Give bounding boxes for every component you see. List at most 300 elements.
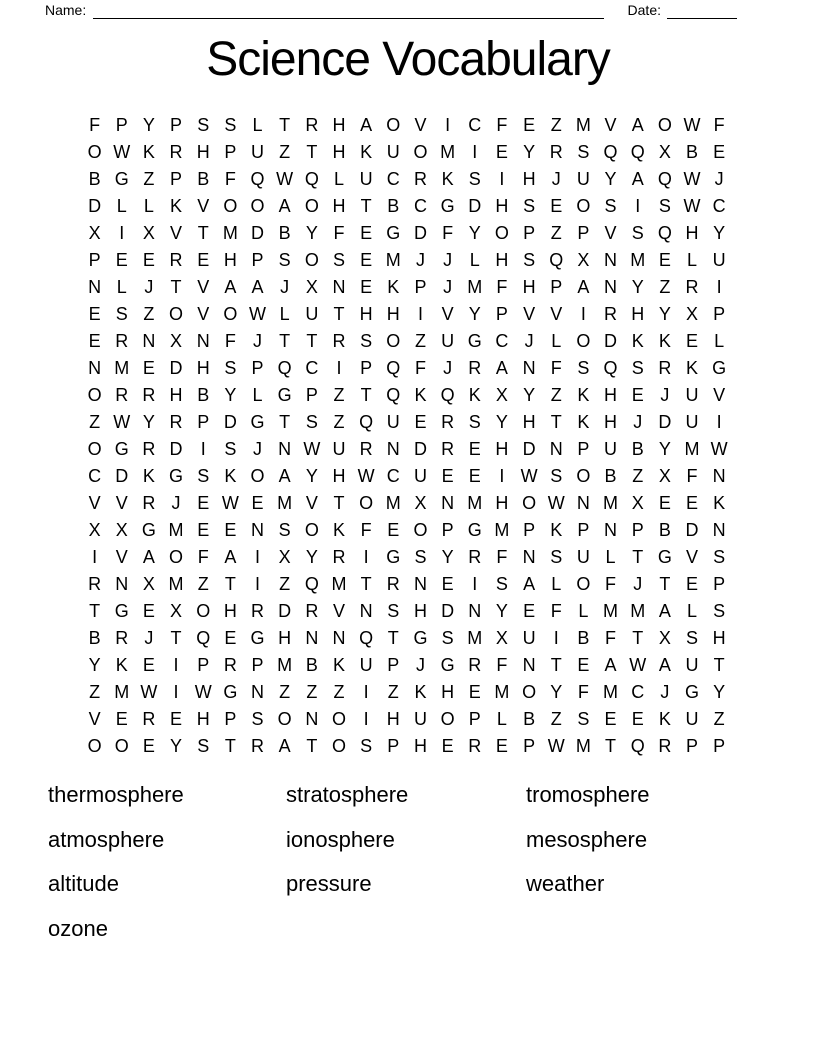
grid-cell: E [713,141,726,162]
grid-cell: J [443,249,453,270]
grid-cell: S [197,735,210,756]
grid-cell: H [604,384,618,405]
grid-cell: O [413,141,428,162]
grid-cell: M [467,276,483,297]
grid-cell: S [658,195,671,216]
grid-cell: U [251,141,265,162]
grid-cell: Z [279,141,291,162]
grid-cell: J [144,276,154,297]
grid-cell: B [88,168,101,189]
grid-cell: Q [657,168,672,189]
grid-cell: R [169,411,183,432]
grid-cell: H [332,114,346,135]
grid-cell: I [716,411,722,432]
grid-cell: Y [550,681,563,702]
grid-cell: Q [196,627,211,648]
grid-cell: R [305,114,319,135]
grid-cell: S [550,546,563,567]
grid-cell: Q [603,141,618,162]
grid-cell: N [332,276,346,297]
grid-cell: I [553,627,559,648]
grid-cell: U [413,465,427,486]
grid-cell: N [549,438,563,459]
grid-cell: J [660,681,670,702]
grid-cell: H [413,735,427,756]
grid-cell: Y [305,465,318,486]
grid-cell: Y [658,303,671,324]
grid-cell: S [577,141,590,162]
grid-cell: E [468,681,481,702]
grid-cell: P [387,654,400,675]
grid-cell: S [278,249,291,270]
grid-cell: J [660,384,670,405]
grid-cell: P [495,303,508,324]
grid-cell: K [441,168,454,189]
grid-cell: R [142,708,156,729]
grid-cell: Z [414,330,426,351]
grid-cell: R [685,276,699,297]
grid-cell: A [523,573,536,594]
grid-cell: O [440,708,455,729]
grid-cell: J [443,357,453,378]
grid-cell: U [576,168,590,189]
grid-cell: Z [550,114,562,135]
grid-cell: X [88,222,101,243]
word-item: tromosphere [526,782,650,808]
grid-cell: G [114,600,129,621]
grid-cell: F [442,222,454,243]
grid-cell: B [197,168,210,189]
grid-cell: M [494,681,510,702]
grid-cell: J [524,330,534,351]
grid-cell: Z [89,411,101,432]
grid-cell: K [658,330,671,351]
grid-cell: M [494,519,510,540]
grid-cell: K [115,654,128,675]
grid-cell: S [577,708,590,729]
grid-cell: O [386,330,401,351]
grid-cell: M [440,141,456,162]
grid-cell: D [441,600,455,621]
grid-cell: X [142,222,155,243]
grid-cell: Z [550,384,562,405]
grid-cell: V [115,546,128,567]
grid-cell: T [333,492,345,513]
grid-cell: R [142,492,156,513]
grid-cell: O [87,438,102,459]
grid-cell: M [630,249,646,270]
grid-cell: X [115,519,128,540]
grid-cell: G [467,330,482,351]
grid-cell: O [304,195,319,216]
grid-cell: U [359,168,373,189]
grid-cell: E [88,303,101,324]
grid-cell: R [413,168,427,189]
grid-cell: C [305,357,319,378]
grid-cell: U [712,249,726,270]
grid-cell: T [306,330,318,351]
grid-cell: P [224,708,237,729]
grid-cell: E [224,519,237,540]
grid-cell: O [576,330,591,351]
word-list-column [526,773,650,907]
grid-cell: M [575,114,591,135]
grid-cell: I [363,546,369,567]
grid-cell: W [249,303,267,324]
grid-cell: H [631,303,645,324]
grid-cell: Q [359,411,374,432]
grid-cell: M [684,438,700,459]
grid-cell: O [87,735,102,756]
name-underline [93,4,603,19]
grid-cell: T [360,384,372,405]
grid-cell: W [520,465,538,486]
grid-cell: O [576,573,591,594]
grid-cell: T [170,276,182,297]
grid-cell: T [279,411,291,432]
grid-cell: A [278,465,291,486]
grid-cell: F [197,546,209,567]
grid-cell: S [604,195,617,216]
grid-cell: Q [386,357,401,378]
grid-cell: N [305,627,319,648]
grid-cell: Z [143,303,155,324]
grid-cell: G [141,519,156,540]
grid-cell: X [658,465,671,486]
grid-cell: R [658,357,672,378]
grid-cell: Y [441,546,454,567]
grid-cell: E [468,465,481,486]
grid-cell: I [119,222,125,243]
grid-cell: X [305,276,318,297]
grid-cell: M [575,735,591,756]
grid-cell: A [251,276,264,297]
grid-cell: M [168,519,184,540]
grid-cell: X [658,141,671,162]
grid-cell: F [414,357,426,378]
grid-cell: M [603,492,619,513]
grid-cell: H [495,195,509,216]
grid-cell: G [114,438,129,459]
grid-cell: P [686,735,699,756]
grid-cell: F [89,114,101,135]
grid-cell: H [386,303,400,324]
grid-cell: T [170,627,182,648]
grid-cell: U [441,330,455,351]
grid-cell: V [441,303,454,324]
grid-cell: D [685,519,699,540]
grid-cell: E [441,735,454,756]
grid-cell: B [604,465,617,486]
grid-cell: N [332,627,346,648]
grid-cell: P [251,654,264,675]
grid-cell: T [306,735,318,756]
grid-cell: R [223,654,237,675]
grid-cell: H [332,195,346,216]
grid-cell: M [114,357,130,378]
grid-cell: O [494,222,509,243]
grid-cell: V [604,222,617,243]
grid-cell: A [278,735,291,756]
grid-cell: E [251,492,264,513]
grid-cell: J [633,573,643,594]
grid-cell: I [255,546,261,567]
grid-cell: N [468,600,482,621]
grid-cell: F [577,681,589,702]
grid-cell: Q [440,384,455,405]
grid-cell: N [712,465,726,486]
grid-cell: H [685,222,699,243]
grid-cell: M [277,492,293,513]
grid-cell: Q [603,357,618,378]
grid-cell: N [604,249,618,270]
grid-cell: I [580,303,586,324]
grid-cell: T [550,654,562,675]
word-item: altitude [48,871,119,897]
grid-cell: L [551,573,562,594]
grid-cell: O [277,708,292,729]
grid-cell: Q [304,573,319,594]
grid-cell: V [88,492,101,513]
grid-cell: I [173,681,179,702]
grid-cell: E [631,384,644,405]
grid-cell: H [332,141,346,162]
grid-cell: J [280,276,290,297]
grid-cell: B [631,438,644,459]
grid-cell: H [522,411,536,432]
grid-cell: R [251,600,265,621]
grid-cell: L [687,249,698,270]
grid-cell: U [685,708,699,729]
word-item: thermosphere [48,782,184,808]
grid-cell: I [472,141,478,162]
grid-cell: A [224,546,237,567]
grid-cell: W [113,411,131,432]
grid-cell: W [357,465,375,486]
grid-cell: D [413,438,427,459]
grid-cell: G [250,627,265,648]
grid-cell: Z [713,708,725,729]
grid-cell: E [414,411,427,432]
grid-cell: Q [304,168,319,189]
grid-cell: O [196,600,211,621]
grid-cell: N [522,546,536,567]
grid-cell: P [523,735,536,756]
grid-cell: U [386,411,400,432]
grid-cell: S [332,249,345,270]
grid-cell: E [686,492,699,513]
grid-cell: E [468,438,481,459]
grid-cell: I [173,654,179,675]
grid-cell: E [142,249,155,270]
grid-cell: F [550,357,562,378]
grid-cell: B [658,519,671,540]
grid-cell: D [413,222,427,243]
grid-cell: V [686,546,699,567]
word-item: pressure [286,871,372,897]
grid-cell: K [414,384,427,405]
grid-cell: M [603,681,619,702]
grid-cell: T [387,627,399,648]
grid-cell: G [685,681,700,702]
grid-cell: V [550,303,563,324]
grid-cell: G [250,411,265,432]
grid-cell: L [252,384,263,405]
grid-cell: S [224,438,237,459]
grid-cell: W [113,141,131,162]
grid-cell: N [88,276,102,297]
grid-cell: Y [305,546,318,567]
grid-cell: R [441,438,455,459]
grid-cell: S [360,735,373,756]
grid-cell: I [92,546,98,567]
grid-cell: S [305,411,318,432]
grid-cell: K [142,141,155,162]
word-list [48,773,650,951]
grid-cell: M [222,222,238,243]
grid-cell: G [413,627,428,648]
date-underline [667,4,737,19]
grid-cell: S [686,627,699,648]
grid-cell: R [115,384,129,405]
grid-cell: O [223,195,238,216]
grid-cell: C [413,195,427,216]
grid-cell: Z [550,222,562,243]
grid-cell: K [550,519,563,540]
grid-cell: W [303,438,321,459]
grid-cell: W [547,492,565,513]
grid-cell: X [631,492,644,513]
grid-cell: U [386,141,400,162]
grid-cell: T [89,600,101,621]
grid-cell: N [251,519,265,540]
grid-cell: K [387,276,400,297]
grid-cell: O [114,735,129,756]
grid-cell: H [223,249,237,270]
grid-cell: Z [550,708,562,729]
grid-cell: L [687,600,698,621]
grid-cell: R [468,654,482,675]
grid-cell: M [277,654,293,675]
grid-cell: E [197,519,210,540]
grid-cell: X [414,492,427,513]
grid-cell: A [658,600,671,621]
grid-cell: L [116,195,127,216]
grid-cell: O [250,465,265,486]
grid-cell: L [714,330,725,351]
grid-cell: D [658,411,672,432]
grid-cell: T [360,573,372,594]
grid-cell: H [441,681,455,702]
grid-cell: G [223,681,238,702]
grid-cell: E [224,627,237,648]
grid-cell: K [332,654,345,675]
grid-cell: S [713,546,726,567]
grid-cell: A [577,276,590,297]
grid-cell: S [387,600,400,621]
grid-cell: X [88,519,101,540]
grid-cell: X [686,303,699,324]
grid-cell: D [169,438,183,459]
grid-cell: A [495,357,508,378]
grid-cell: N [115,573,129,594]
grid-cell: T [360,195,372,216]
grid-cell: E [577,654,590,675]
grid-cell: E [142,735,155,756]
grid-cell: E [441,573,454,594]
grid-cell: O [223,303,238,324]
grid-cell: A [604,654,617,675]
grid-cell: E [495,735,508,756]
grid-cell: R [88,573,102,594]
grid-cell: V [88,708,101,729]
grid-cell: S [251,708,264,729]
grid-cell: D [522,438,536,459]
grid-cell: H [495,249,509,270]
grid-cell: K [631,330,644,351]
grid-cell: H [522,168,536,189]
grid-cell: R [468,546,482,567]
grid-cell: N [413,573,427,594]
grid-cell: P [713,735,726,756]
grid-cell: J [171,492,181,513]
grid-cell: A [631,114,644,135]
grid-cell: V [604,114,617,135]
grid-cell: H [169,384,183,405]
grid-cell: R [441,411,455,432]
grid-cell: L [116,276,127,297]
grid-cell: M [385,492,401,513]
grid-cell: G [440,654,455,675]
grid-cell: F [550,600,562,621]
grid-cell: B [577,627,590,648]
grid-cell: G [657,546,672,567]
grid-cell: P [441,519,454,540]
grid-cell: S [360,330,373,351]
grid-cell: R [549,141,563,162]
grid-cell: N [88,357,102,378]
grid-cell: P [468,708,481,729]
grid-cell: H [495,438,509,459]
grid-cell: H [332,465,346,486]
grid-cell: E [523,114,536,135]
grid-cell: X [495,627,508,648]
grid-cell: S [631,222,644,243]
grid-cell: E [604,708,617,729]
word-search-grid [81,111,733,759]
grid-cell: I [716,276,722,297]
grid-cell: H [196,141,210,162]
grid-cell: E [142,357,155,378]
grid-cell: Y [468,222,481,243]
word-item: atmosphere [48,826,165,852]
grid-cell: T [550,411,562,432]
grid-cell: H [712,627,726,648]
grid-cell: Y [88,654,101,675]
worksheet-header [45,2,737,19]
grid-cell: E [360,249,373,270]
grid-cell: N [522,357,536,378]
grid-cell: J [253,330,263,351]
grid-cell: P [577,222,590,243]
grid-cell: O [331,708,346,729]
grid-cell: P [713,573,726,594]
grid-cell: T [306,141,318,162]
grid-cell: R [604,303,618,324]
grid-cell: P [251,357,264,378]
grid-cell: T [224,735,236,756]
grid-cell: U [685,411,699,432]
